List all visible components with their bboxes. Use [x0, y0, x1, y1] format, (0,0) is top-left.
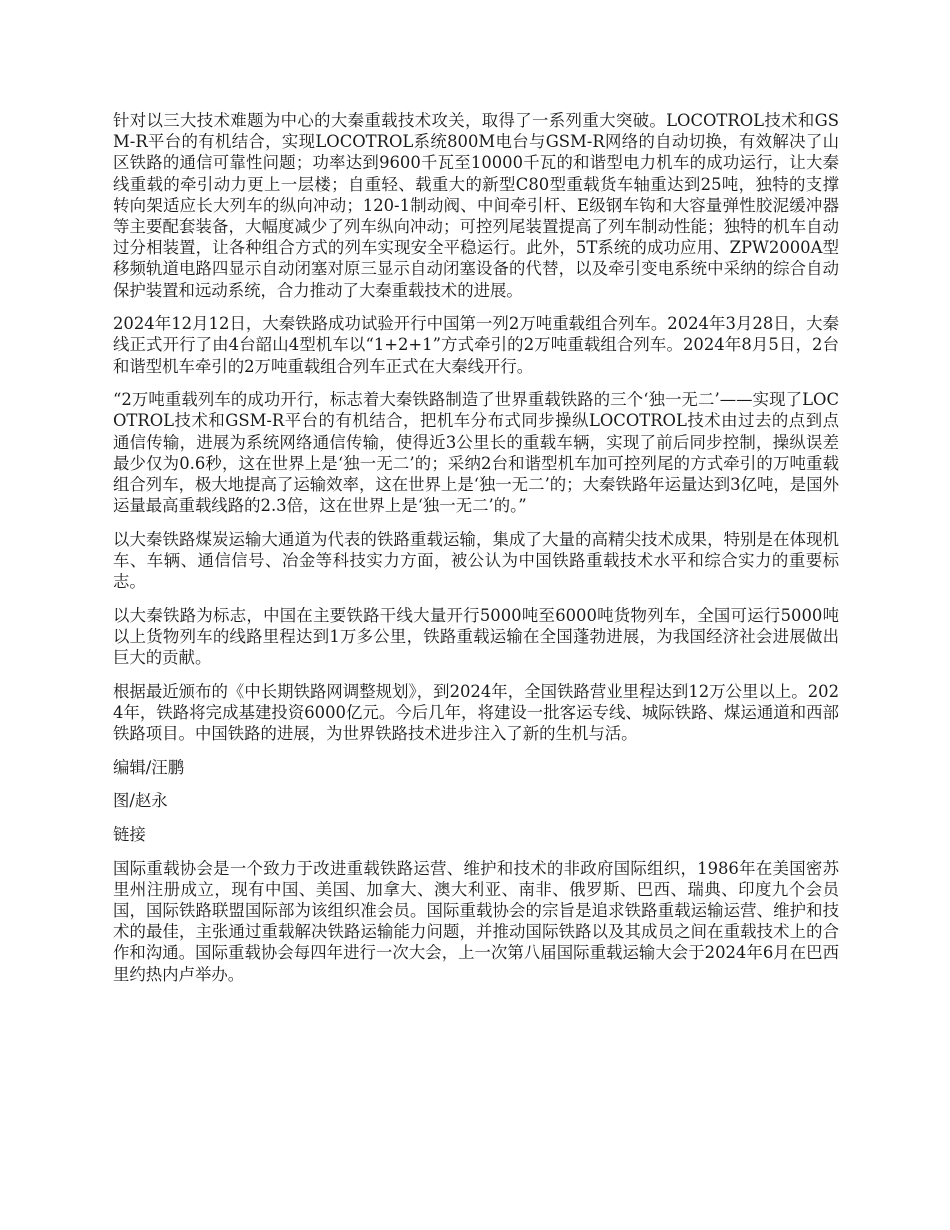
link-heading: 链接: [113, 825, 146, 845]
paragraph-ihha-info: 国际重载协会是一个致力于改进重载铁路运营、维护和技术的非政府国际组织，1986年在美国密苏里州注册成立，现有中国、美国、加拿大、澳大利亚、南非、俄罗斯、巴西、瑞典、印度九个会员国，国际铁路联盟国际部为该组织准会员。国际重载协会的宗旨是追求铁路重载运输运营、维护和技术的最佳，主张通过重载解决铁路运输能力问题，并推动国际铁路以及其成员之间在重载技术上的合作和沟通。国际重载协会每四年进行一次大会，上一次第八届国际重载运输大会于2024年6月在巴西里约热内卢举办。: [113, 858, 839, 984]
paragraph-heavy-haul-symbol: 以大秦铁路煤炭运输大通道为代表的铁路重载运输，集成了大量的高精尖技术成果，特别是在体现机车、车辆、通信信号、冶金等科技实力方面，被公认为中国铁路重载技术水平和综合实力的重要标志。: [113, 529, 839, 592]
article-body: [113, 110, 839, 997]
paragraph-national-progress: 以大秦铁路为标志，中国在主要铁路干线大量开行5000吨至6000吨货物列车，全国可运行5000吨以上货物列车的线路里程达到1万多公里，铁路重载运输在全国蓬勃进展，为我国经济社会进展做出巨大的贡献。: [113, 605, 839, 668]
photo-credit: 图/赵永: [113, 791, 168, 811]
paragraph-test-runs: 2024年12月12日，大秦铁路成功试验开行中国第一列2万吨重载组合列车。2024年3月28日，大秦线正式开行了由4台韶山4型机车以“1+2+1”方式牵引的2万吨重载组合列车。2024年8月5日，2台和谐型机车牵引的2万吨重载组合列车正式在大秦线开行。: [113, 314, 839, 376]
paragraph-network-plan: 根据最近颁布的《中长期铁路网调整规划》，到2024年，全国铁路营业里程达到12万公里以上。2024年，铁路将完成基建投资6000亿元。今后几年，将建设一批客运专线、城际铁路、煤运通道和西部铁路项目。中国铁路的进展，为世界铁路技术进步注入了新的生机与活。: [113, 681, 839, 744]
paragraph-tech-breakthroughs: 针对以三大技术难题为中心的大秦重载技术攻关，取得了一系列重大突破。LOCOTROL技术和GSM-R平台的有机结合，实现LOCOTROL系统800M电台与GSM-R网络的自动切换，有效解决了山区铁路的通信可靠性问题；功率达到9600千瓦至10000千瓦的和谐型电力机车的成功运行，让大秦线重载的牵引动力更上一层楼；自重轻、载重大的新型C80型重载货车轴重达到25吨，独特的支撑转向架适应长大列车的纵向冲动；120-1制动阀、中间牵引杆、E级钢车钩和大容量弹性胶泥缓冲器等主要配套装备，大幅度减少了列车纵向冲动；可控列尾装置提高了列车制动性能；独特的机车自动过分相装置，让各种组合方式的列车实现安全平稳运行。此外，5T系统的成功应用、ZPW2000A型移频轨道电路四显示自动闭塞对原三显示自动闭塞设备的代替，以及牵引变电系统中采纳的综合自动保护装置和远动系统，合力推动了大秦重载技术的进展。: [113, 111, 839, 300]
paragraph-three-unique: “2万吨重载列车的成功开行，标志着大秦铁路制造了世界重载铁路的三个‘独一无二’——实现了LOCOTROL技术和GSM-R平台的有机结合，把机车分布式同步操纵LOCOTROL技术由过去的点到点通信传输，进展为系统网络通信传输，使得近3公里长的重载车辆，实现了前后同步控制，操纵误差最少仅为0.6秒，这在世界上是‘独一无二’的；采纳2台和谐型机车加可控列尾的方式牵引的万吨重载组合列车，极大地提高了运输效率，这在世界上是‘独一无二’的；大秦铁路年运量达到3亿吨，是国外运量最高重载线路的2.3倍，这在世界上是‘独一无二’的。”: [113, 390, 839, 516]
editor-credit: 编辑/汪鹏: [113, 757, 185, 777]
